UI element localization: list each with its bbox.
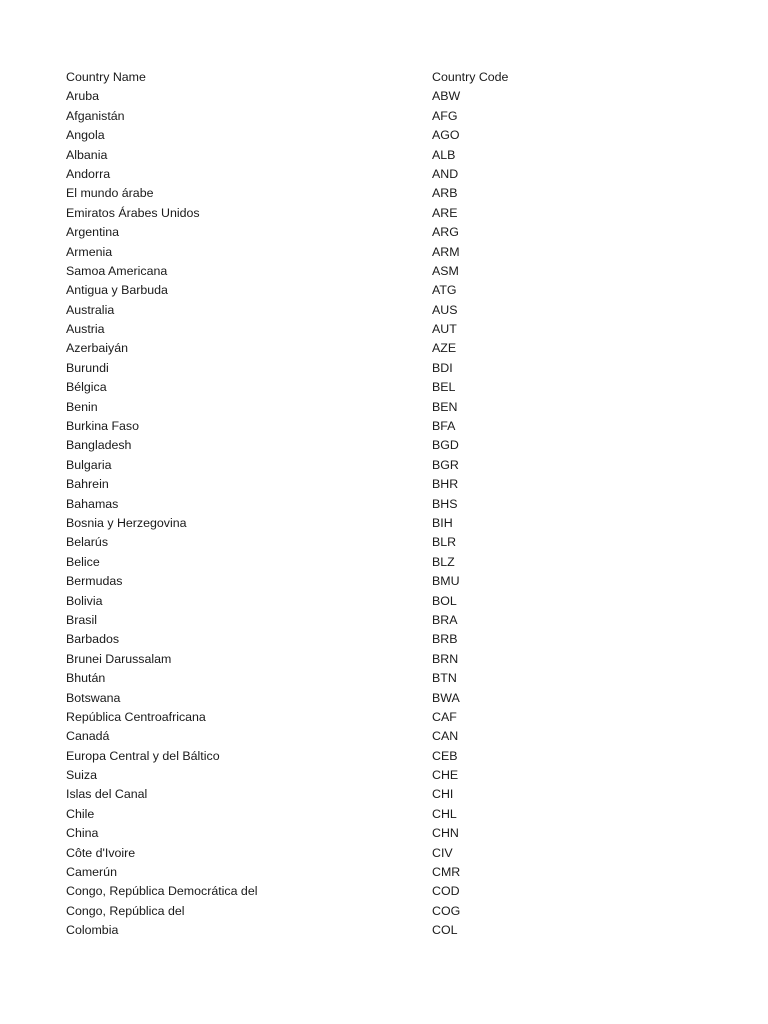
country-name-cell: Benin	[66, 399, 98, 414]
table-row	[66, 107, 706, 126]
country-name-cell: Emiratos Árabes Unidos	[66, 205, 200, 220]
country-code-cell: BRN	[432, 651, 459, 666]
country-code-cell: AGO	[432, 128, 460, 143]
table-row	[66, 165, 706, 184]
country-code-cell: BDI	[432, 360, 453, 375]
table-row	[66, 824, 706, 843]
table-header-row	[66, 68, 706, 87]
table-row	[66, 533, 706, 552]
table-row	[66, 301, 706, 320]
country-code-cell: AFG	[432, 108, 458, 123]
table-row	[66, 398, 706, 417]
country-name-cell: Côte d'Ivoire	[66, 845, 136, 860]
table-row	[66, 572, 706, 591]
country-name-cell: Brunei Darussalam	[66, 651, 172, 666]
country-code-cell: BLR	[432, 535, 457, 550]
country-name-cell: Burkina Faso	[66, 419, 140, 434]
country-name-cell: Colombia	[66, 923, 119, 938]
table-row	[66, 882, 706, 901]
country-name-cell: Chile	[66, 806, 95, 821]
table-row	[66, 805, 706, 824]
country-name-cell: China	[66, 826, 99, 841]
country-name-cell: El mundo árabe	[66, 186, 154, 201]
table-row	[66, 669, 706, 688]
table-row	[66, 514, 706, 533]
country-code-cell: ASM	[432, 263, 459, 278]
table-row	[66, 785, 706, 804]
table-row	[66, 863, 706, 882]
table-row	[66, 727, 706, 746]
country-code-cell: BOL	[432, 593, 457, 608]
country-code-cell: AND	[432, 166, 459, 181]
country-code-cell: COL	[432, 923, 458, 938]
country-code-cell: CHL	[432, 806, 457, 821]
table-row	[66, 844, 706, 863]
table-row	[66, 126, 706, 145]
country-code-cell: BEN	[432, 399, 458, 414]
table-row	[66, 747, 706, 766]
country-code-cell: CHI	[432, 787, 454, 802]
table-row	[66, 146, 706, 165]
table-row	[66, 921, 706, 940]
country-code-cell: COD	[432, 884, 460, 899]
table-row	[66, 243, 706, 262]
country-code-cell: BIH	[432, 515, 453, 530]
table-row	[66, 417, 706, 436]
country-code-cell: ATG	[432, 283, 457, 298]
country-name-cell: Albania	[66, 147, 108, 162]
country-code-cell: BTN	[432, 671, 457, 686]
country-name-cell: Andorra	[66, 166, 111, 181]
country-name-cell: Brasil	[66, 612, 97, 627]
table-row	[66, 611, 706, 630]
table-row	[66, 281, 706, 300]
country-name-cell: Bolivia	[66, 593, 103, 608]
country-code-cell: CAF	[432, 709, 457, 724]
country-name-cell: República Centroafricana	[66, 709, 206, 724]
country-code-cell: BGR	[432, 457, 459, 472]
country-code-cell: AUS	[432, 302, 458, 317]
table-row	[66, 689, 706, 708]
column-header-country-code: Country Code	[432, 70, 509, 84]
country-name-cell: Argentina	[66, 225, 120, 240]
country-code-cell: BRB	[432, 632, 458, 647]
country-code-cell: BMU	[432, 574, 460, 589]
country-code-cell: AUT	[432, 322, 457, 337]
table-row	[66, 204, 706, 223]
country-code-cell: ARM	[432, 244, 460, 259]
country-code-cell: CHN	[432, 826, 459, 841]
country-code-cell: COG	[432, 903, 461, 918]
country-code-cell: ARG	[432, 225, 459, 240]
country-code-cell: CMR	[432, 865, 461, 880]
country-code-cell: BHS	[432, 496, 458, 511]
table-row	[66, 475, 706, 494]
country-code-cell: CAN	[432, 729, 459, 744]
country-code-cell: ABW	[432, 89, 461, 104]
country-name-cell: Bahrein	[66, 477, 109, 492]
country-name-cell: Azerbaiyán	[66, 341, 128, 356]
country-name-cell: Australia	[66, 302, 115, 317]
table-row	[66, 223, 706, 242]
country-name-cell: Austria	[66, 322, 105, 337]
country-name-cell: Antigua y Barbuda	[66, 283, 168, 298]
country-name-cell: Barbados	[66, 632, 120, 647]
table-row	[66, 456, 706, 475]
country-name-cell: Bulgaria	[66, 457, 112, 472]
country-code-cell: BGD	[432, 438, 459, 453]
country-name-cell: Europa Central y del Báltico	[66, 748, 220, 763]
table-row	[66, 320, 706, 339]
column-header-country-name: Country Name	[66, 70, 146, 84]
country-code-cell: ARE	[432, 205, 458, 220]
country-name-cell: Bhután	[66, 671, 106, 686]
table-row	[66, 87, 706, 106]
country-name-cell: Bélgica	[66, 380, 107, 395]
table-row	[66, 378, 706, 397]
country-code-cell: BLZ	[432, 554, 455, 569]
country-name-cell: Congo, República Democrática del	[66, 884, 258, 899]
table-row	[66, 708, 706, 727]
country-name-cell: Camerún	[66, 865, 117, 880]
table-row	[66, 436, 706, 455]
country-name-cell: Bosnia y Herzegovina	[66, 515, 187, 530]
table-row	[66, 262, 706, 281]
country-name-cell: Belarús	[66, 535, 109, 550]
table-row	[66, 495, 706, 514]
country-code-cell: AZE	[432, 341, 457, 356]
table-row	[66, 592, 706, 611]
country-name-cell: Angola	[66, 128, 105, 143]
table-row	[66, 630, 706, 649]
country-code-cell: BHR	[432, 477, 459, 492]
country-code-cell: BEL	[432, 380, 456, 395]
table-row	[66, 339, 706, 358]
table-row	[66, 359, 706, 378]
country-code-cell: BFA	[432, 419, 456, 434]
country-name-cell: Suiza	[66, 768, 97, 783]
country-name-cell: Belice	[66, 554, 100, 569]
table-body	[66, 87, 706, 940]
table-row	[66, 553, 706, 572]
country-code-table	[66, 68, 706, 941]
country-name-cell: Armenia	[66, 244, 113, 259]
country-code-cell: CHE	[432, 768, 459, 783]
country-name-cell: Afganistán	[66, 108, 125, 123]
country-code-cell: ARB	[432, 186, 458, 201]
country-code-cell: ALB	[432, 147, 456, 162]
table-row	[66, 650, 706, 669]
country-name-cell: Burundi	[66, 360, 109, 375]
country-name-cell: Bangladesh	[66, 438, 132, 453]
country-code-cell: BWA	[432, 690, 460, 705]
country-name-cell: Congo, República del	[66, 903, 185, 918]
country-name-cell: Bermudas	[66, 574, 123, 589]
country-name-cell: Canadá	[66, 729, 110, 744]
table-row	[66, 902, 706, 921]
country-name-cell: Aruba	[66, 89, 100, 104]
country-name-cell: Islas del Canal	[66, 787, 148, 802]
country-name-cell: Botswana	[66, 690, 121, 705]
country-name-cell: Bahamas	[66, 496, 119, 511]
country-name-cell: Samoa Americana	[66, 263, 168, 278]
country-code-cell: CEB	[432, 748, 458, 763]
table-row	[66, 184, 706, 203]
table-row	[66, 766, 706, 785]
country-code-cell: CIV	[432, 845, 453, 860]
country-code-cell: BRA	[432, 612, 458, 627]
